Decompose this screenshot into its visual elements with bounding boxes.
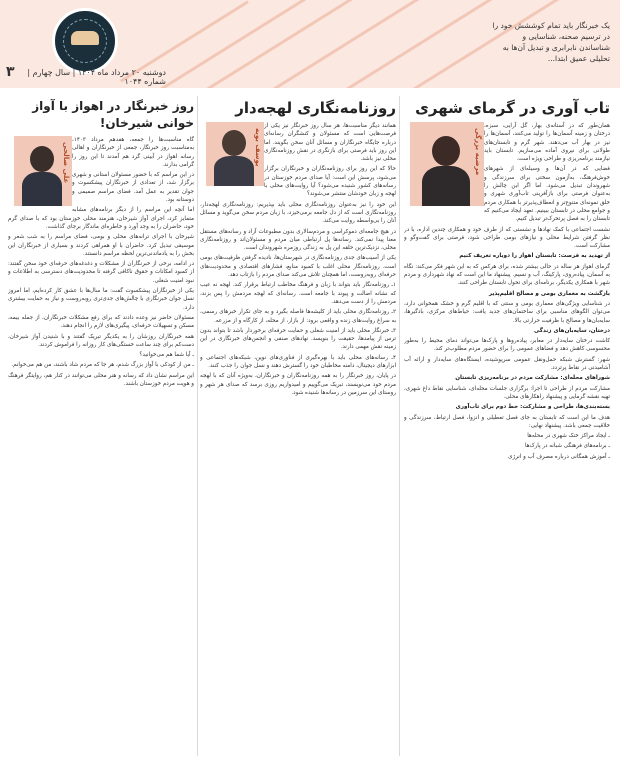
column-divider [197,96,198,756]
paragraph: این خود را نیز به‌عنوان روزنامه‌نگاری محلی باید بپذیریم: روزنامه‌نگاری لهجه‌دار، روزنامه‌نگاری است که از دل جامعه برمی‌خیزد، با زبان مردم سخن می‌گوید و مسائل آنان را بی‌واسطه روایت می‌کند. [200,201,396,225]
paragraph: در هیچ جامعه‌ای دموکراسی و مردم‌سالاری بدون مطبوعات آزاد و رسانه‌های مستقل معنا پیدا نمی‌کند. رسانه‌ها پل ارتباطی میان مردم و مسئولان‌اند و روزنامه‌نگاری محلی، نزدیک‌ترین حلقه این پل به زندگی روزمره شهروندان است. [200,228,396,252]
bullet-item: ـ آموزش همگانی درباره مصرف آب و انرژی [508,453,610,460]
article-journalist-day-ahvaz [8,98,194,758]
author-photo [14,136,72,206]
paragraph: هدف ما این است که تابستان به جای فصل تعطیلی و انزوا، فصل ارتباط، سرزندگی و خلاقیت جمعی باشد. پیشنهاد نهایی: [404,414,610,429]
article-title: روز خبرنگار در اهواز با آواز خوانی شیرخان! [32,99,194,130]
paragraph: ـ من از کودکی با آواز بزرگ شدم، هر جا که مردم شاد باشند، من هم می‌خوانم. [11,362,194,369]
article-title: روزنامه‌نگاری لهجه‌دار [235,99,396,117]
author-photo [410,122,484,206]
photo-body [422,166,470,206]
newspaper-logo [52,8,118,74]
paragraph: در شناسایی ویژگی‌های معماری بومی و سنتی که با اقلیم گرم و خشک همخوانی دارد، می‌توان الگوهای مناسبی برای ساختمان‌های جدید یافت: حیاط‌های مرکزی، بادگیرها، سایه‌بان‌ها و مصالح با ظرفیت حرارتی بالا. [404,300,610,324]
paragraph: ۳ـ خبرنگار محلی باید از امنیت شغلی و حمایت حرفه‌ای برخوردار باشد تا بتواند بدون ترس از پیامدها، حقیقت را بنویسد. نهادهای صنفی و انجمن‌های خبرنگاری در این زمینه نقش مهمی دارند. [200,327,396,351]
paragraph: گرمای اهواز هر ساله در حالی بیشتر شده، برای هرکس که به این شهر فکر می‌کند: نگاه به آسمان، پیاده‌روی، پارکینگ، آب و نسیم. پیشنهاد ما این است که نهاد شهرداری و مردم شهر با همکاری یکدیگر، برنامه‌ای برای تحول تابستان طراحی کنند. [404,263,610,287]
paragraph: همه خبرنگاران روزشان را به یکدیگر تبریک گفتند و با شنیدن آواز شیرخان، دست‌کم برای چند ساعت خستگی‌های کار روزانه را فراموش کردند. [8,333,194,348]
bullet-item: ـ برنامه‌های فرهنگی شبانه در پارک‌ها [524,443,610,450]
bullet-item: ـ ایجاد مراکز خنک شهری در محله‌ها [527,433,610,440]
paragraph: ۲ـ روزنامه‌نگاری محلی باید از کلیشه‌ها فاصله بگیرد و به جای تکرار خبرهای رسمی، به سراغ روایت‌های زنده و واقعی برود: از بازار، از محله، از کارگاه و از مزرعه. [200,309,396,324]
author-photo [206,122,264,186]
paragraph: شیرخان با اجرای ترانه‌های محلی و بومی، فضای مراسم را به شب شعر و موسیقی تبدیل کرد. حاضران با او همراهی کردند و بسیاری از خبرنگاران این بخش را به یادماندنی‌ترین لحظه مراسم دانستند. [8,234,194,257]
author-name: علی صالحی [62,142,70,184]
subheading: از تهدید به فرصت: تابستان اهواز را دوباره تعریف کنیم [459,253,610,260]
paragraph: مشارکت مردم از طراحی تا اجرا: برگزاری جلسات محله‌ای، شناسایی نقاط داغ شهری، تهیه نقشه گرمایی و پیشنهاد راهکارهای محلی. [404,385,610,400]
photo-head [222,130,246,156]
subheading: درختان، سایه‌بان‌های زندگی [534,327,610,334]
logo-glyph [71,31,99,45]
photo-head [432,136,460,166]
paragraph: در پایان، روز خبرنگار را به همه روزنامه‌نگاران و خبرنگاران، به‌ویژه آنان که با لهجه مردم خود می‌نویسند، تبریک می‌گوییم و امیدواریم روزی برسد که صدای هر شهر و روستای این سرزمین در رسانه‌ها شنیده شود. [200,373,396,396]
subheading: شوراهای محله‌ای: مشارکت مردم در برنامه‌ریزی تابستان [455,375,610,382]
subheading: بسته‌بندی‌ها، طراحی و مشارکت: خط دوم برای تاب‌آوری [455,404,610,411]
paragraph: این مراسم نشان داد که رسانه و هنر محلی می‌توانند در کنار هم، روایتگر فرهنگ و هویت مردم خوزستان باشند. [8,372,194,388]
article-accented-journalism [200,98,396,758]
header-note: یک خبرنگار باید تمام کوششش خود را در ترسیم صحنه، شناسایی و شناساندن نابرابری و تبدیل آن‌ها به تحلیلی عمیق ابتدا... [492,21,610,63]
paragraph: ۴ـ رسانه‌های محلی باید با بهره‌گیری از فناوری‌های نوین، شبکه‌های اجتماعی و ابزارهای دیجیتال، دامنه مخاطبان خود را گسترش دهند و نسل جوان را جذب کنند. [200,354,396,370]
subheading: بازگشت به معماری بومی و مصالح اقلیم‌پذیر [488,290,610,297]
issue-info: دوشنبه ۲۰ مرداد ماه ۱۴۰۴ | سال چهارم | شماره ۱۰۴۴ [27,68,166,86]
article-heat-resilience [404,98,610,758]
paragraph: شهر: گسترش شبکه حمل‌ونقل عمومی سرپوشیده، ایستگاه‌های سایه‌دار و ارائه آب آشامیدنی در نقاط پرتردد. [404,356,610,372]
page-number: ۳ [6,64,15,80]
paragraph: فضایی که در آن‌ها و وسیله‌ای از شهرهای خوش‌فرهنگ، به‌آزمون سختی برای سرزندگی و شهروندان تبدیل می‌شود. اما اگر این چالش را به‌عنوان فرصتی برای بازآفرینی تاب‌آوری شهری و خلق نمونه‌ای متنوع‌تر و انعطاف‌پذیرتر با همکاری مردم و جوامع محلی در تابستان ببینیم. تعهد ایجاد می‌کنیم که تابستان را به فصل پرتحرک‌تر تبدیل کنیم. [484,166,610,223]
paragraph: همانند دیگر مناسبت‌ها، هر سال روز خبرنگار نیز یکی از فرصت‌هایی است که مسئولان و کنشگران رسانه‌ای درباره جایگاه خبرنگاران و مسائل آنان سخن بگویند. اما این روز باید فرصتی برای بازنگری در نقش روزنامه‌نگاری محلی نیز باشد. [264,123,396,163]
author-name: مرضیه بزرگی [474,128,482,176]
author-name: یوسف بویه [254,128,262,167]
paragraph: یکی از آسیب‌های جدی روزنامه‌نگاری در شهرستان‌ها، نادیده گرفتن ظرفیت‌های بومی است. روزنامه‌نگار محلی اغلب با کمبود منابع، فشارهای اقتصادی و محدودیت‌های حرفه‌ای روبه‌روست، اما همچنان تلاش می‌کند صدای مردم را بازتاب دهد. [200,255,396,279]
column-divider [399,96,400,756]
paragraph: ۱ـ روزنامه‌نگار باید بتواند با زبان و فرهنگ مخاطب ارتباط برقرار کند. لهجه نه عیب که نشانه اصالت و پیوند با جامعه است. رسانه‌ای که لهجه مردمش را پس بزند، مردمش را از دست می‌دهد. [200,282,396,305]
photo-body [214,156,254,186]
article-title: تاب آوری در گرمای شهری [415,99,610,117]
paragraph: ـ آیا شما هم می‌خوانید؟ [139,352,194,359]
paragraph: نشست اجتماعی با کمک نهادها و نشستی که از طرف خود و همکاری چندین اداره، با در نظر گرفتن شرایط محلی و نیازهای بومی طراحی شود، فرصتی برای گفت‌وگو و مشارکت است. [404,226,610,250]
paragraph: در ادامه، برخی از خبرنگاران از مشکلات و دغدغه‌های حرفه‌ای خود سخن گفتند: از کمبود امکانات و حقوق ناکافی گرفته تا محدودیت‌های دسترسی به اطلاعات و نبود امنیت شغلی. [8,261,194,284]
page-header [0,0,620,88]
paragraph: مسئولان حاضر نیز وعده دادند که برای رفع مشکلات خبرنگاران، از جمله بیمه، مسکن و تسهیلات حرفه‌ای، پیگیری‌های لازم را انجام دهند. [8,314,194,330]
photo-body [22,172,62,206]
paragraph: حالا که این روز برای روزنامه‌نگاران و خبرنگاران برگزار می‌شود، پرسش این است: آیا صدای مردم خوزستان در رسانه‌های کشور شنیده می‌شود؟ آیا روایت‌های محلی با لهجه و زبان خودشان منتشر می‌شوند؟ [264,166,396,198]
photo-head [30,146,54,172]
paragraph: یکی از خبرنگاران پیشکسوت گفت: ما سال‌ها با عشق کار کرده‌ایم، اما امروز نسل جوان خبرنگاری با چالش‌های جدی‌تری روبه‌روست و نیاز به حمایت بیشتری دارد. [8,288,194,311]
paragraph: کاشت درختان سایه‌دار در معابر، پیاده‌روها و پارک‌ها می‌تواند دمای محیط را به‌طور محسوسی کاهش دهد و فضاهای عمومی را برای حضور مردم مطلوب‌تر کند. [404,338,610,353]
paragraph: همان‌طور که در آستانه‌ی بهار، گل آرایی، سبزه، درختان و زمینه آسمان‌ها را تولید می‌کنند، آسمان‌ها را نیز در بهار آب می‌دهند. شهر گرم و تابستان‌های طولانی برای نیروی آماده می‌سازیم. تابستان باید نیازمند برنامه‌ریزی و طراحی ویژه است. [484,123,610,163]
paragraph: اما آنچه این مراسم را از دیگر برنامه‌های مشابه متمایز کرد، اجرای آواز شیرخان، هنرمند محلی خوزستان بود که با صدای گرم خود، حاضران را به وجد آورد و خاطره‌ای ماندگار برجای گذاشت. [8,207,194,230]
paragraph: در این مراسم که با حضور مسئولان استانی و شهری برگزار شد، از تعدادی از خبرنگاران پیشکسوت و جوان تقدیر به عمل آمد. فضای مراسم صمیمی و دوستانه بود. [72,172,194,204]
paragraph: گاه مناسبت‌ها را جمعه، هفدهم مرداد ۱۴۰۳، به‌مناسبت روز خبرنگار، جمعی از خبرنگاران و اهالی رسانه اهواز در آیینی گرد هم آمدند تا این روز را گرامی بدارند. [72,137,194,168]
